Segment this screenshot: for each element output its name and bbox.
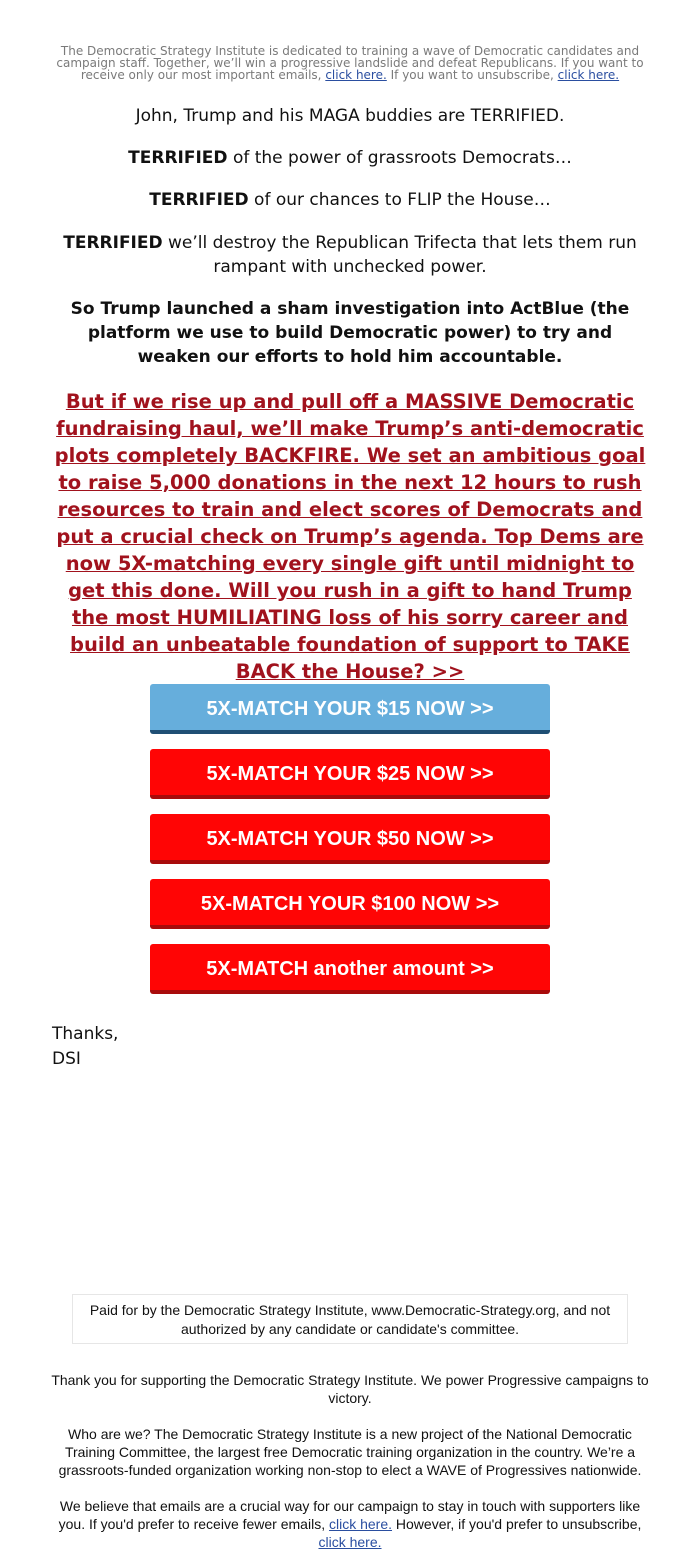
unsubscribe-link[interactable]: click here.	[557, 68, 620, 82]
signoff-name: DSI	[52, 1049, 81, 1069]
terrified-emphasis: TERRIFIED	[149, 190, 249, 210]
donate-25-button[interactable]: 5X-MATCH YOUR $25 NOW >>	[150, 749, 550, 799]
donate-100-button[interactable]: 5X-MATCH YOUR $100 NOW >>	[150, 879, 550, 929]
donate-50-button[interactable]: 5X-MATCH YOUR $50 NOW >>	[150, 814, 550, 864]
actblue-paragraph: So Trump launched a sham investigation into ActBlue (the platform we use to build Democratic power) to try and weaken our efforts to hold him accountable.	[70, 299, 630, 367]
intro-line-2	[50, 146, 650, 170]
footer-email-text-2: However, if you'd prefer to unsubscribe,	[392, 1516, 642, 1532]
intro-line-2-rest: of the power of grassroots Democrats…	[227, 148, 572, 168]
terrified-emphasis: TERRIFIED	[128, 148, 228, 168]
intro-line-3-rest: of our chances to FLIP the House…	[248, 190, 551, 210]
footer-who-are-we: Who are we? The Democratic Strategy Institute is a new project of the National Democratic Training Committee, the largest free Democratic training organization in the country. We’re a grassroots-funded organization working non-stop to elect a WAVE of Progressives nationwide.	[58, 1426, 642, 1478]
footer-unsubscribe-link[interactable]: click here.	[318, 1534, 382, 1550]
intro-line-1: John, Trump and his MAGA buddies are TERRIFIED.	[135, 106, 565, 126]
appeal-paragraph	[48, 388, 652, 685]
footer-email-preferences	[50, 1497, 650, 1551]
footer-thanks: Thank you for supporting the Democratic Strategy Institute. We power Progressive campaigns to victory.	[51, 1372, 649, 1406]
intro-line-3	[50, 188, 650, 212]
appeal-link[interactable]: But if we rise up and pull off a MASSIVE Democratic fundraising haul, we’ll make Trump’s anti-democratic plots completely BACKFIRE. We set an ambitious goal to raise 5,000 donations in the next 12 hours to rush resources to train and elect scores of Democrats and put a crucial check on Trump’s agenda. Top Dems are now 5X-matching every single gift until midnight to get this done. Will you rush in a gift to hand Trump the most HUMILIATING loss of his sorry career and build an unbeatable foundation of support to TAKE BACK the House? >>	[54, 390, 646, 683]
preheader-text: The Democratic Strategy Institute is dedicated to training a wave of Democratic candidates and campaign staff. Together, we’ll win a progressive landslide and defeat Republicans. If you want to receive only our most important emails,	[56, 44, 644, 82]
signoff	[52, 1022, 118, 1072]
paid-for-disclaimer: Paid for by the Democratic Strategy Institute, www.Democratic-Strategy.org, and not authorized by any candidate or candidate's committee.	[72, 1294, 628, 1344]
preheader-text-2: If you want to unsubscribe,	[386, 68, 558, 82]
signoff-thanks: Thanks,	[52, 1024, 119, 1044]
intro-line-4	[50, 231, 650, 279]
fewer-emails-link[interactable]: click here.	[328, 1516, 393, 1532]
preheader	[50, 45, 650, 81]
terrified-emphasis: TERRIFIED	[63, 233, 163, 253]
important-emails-link[interactable]: click here.	[325, 68, 387, 82]
footer-email-text: We believe that emails are a crucial way for our campaign to stay in touch with supporters like you. If you'd prefer to receive fewer emails,	[58, 1498, 641, 1532]
intro-line-4-rest: we’ll destroy the Republican Trifecta that lets them run rampant with unchecked power.	[162, 233, 637, 277]
donate-15-button[interactable]: 5X-MATCH YOUR $15 NOW >>	[150, 684, 550, 734]
donate-other-amount-button[interactable]: 5X-MATCH another amount >>	[150, 944, 550, 994]
